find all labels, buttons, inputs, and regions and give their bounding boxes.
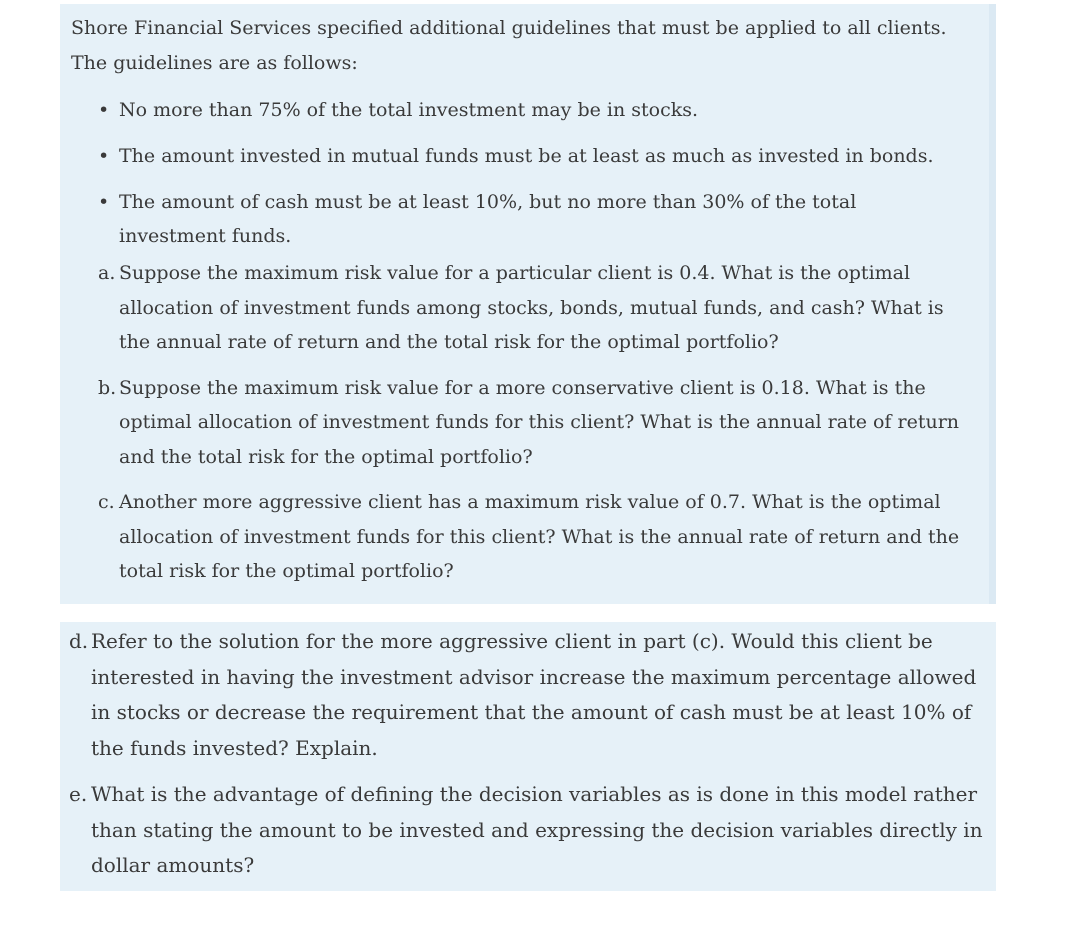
guideline-text: The amount of cash must be at least 10%, but no more than 30% of the total investment funds. bbox=[119, 191, 857, 247]
question-marker: d. bbox=[69, 629, 89, 653]
guideline-item bbox=[98, 185, 938, 253]
question-text: Another more aggressive client has a maximum risk value of 0.7. What is the optimal allocation of investment funds for this client? What is the annual rate of return and the total risk for the optimal portfolio? bbox=[119, 491, 960, 582]
question-a bbox=[98, 256, 966, 360]
guideline-item bbox=[98, 93, 938, 127]
question-text: What is the advantage of defining the decision variables as is done in this model rather than stating the amount to be invested and expressing the decision variables directly in dollar amounts? bbox=[91, 782, 983, 877]
problem-panel-bottom bbox=[60, 622, 996, 891]
question-marker: b. bbox=[98, 376, 117, 399]
guideline-text: No more than 75% of the total investment may be in stocks. bbox=[119, 99, 699, 121]
question-marker: e. bbox=[69, 782, 88, 806]
questions-list-top bbox=[98, 256, 966, 589]
question-b bbox=[98, 371, 966, 475]
guideline-item bbox=[98, 139, 938, 173]
guidelines-list bbox=[98, 93, 938, 253]
question-e bbox=[69, 777, 984, 884]
question-d bbox=[69, 624, 984, 766]
bullet-icon: • bbox=[98, 99, 110, 121]
bullet-icon: • bbox=[98, 145, 110, 167]
bullet-icon: • bbox=[98, 191, 110, 213]
problem-panel-top bbox=[60, 4, 996, 604]
question-text: Suppose the maximum risk value for a particular client is 0.4. What is the optimal allocation of investment funds among stocks, bonds, mutual funds, and cash? What is the annual rate of return and the total risk for the optimal portfolio? bbox=[119, 262, 944, 353]
guideline-text: The amount invested in mutual funds must be at least as much as invested in bonds. bbox=[119, 145, 934, 167]
questions-list-bottom bbox=[69, 624, 984, 884]
question-text: Suppose the maximum risk value for a more conservative client is 0.18. What is the optimal allocation of investment funds for this client? What is the annual rate of return and the total risk for the optimal portfolio? bbox=[119, 376, 960, 468]
question-marker: a. bbox=[98, 262, 116, 284]
question-c bbox=[98, 485, 966, 589]
question-text: Refer to the solution for the more aggressive client in part (c). Would this client be interested in having the investment advisor increase the maximum percentage allowed in stocks or decrease the requirement that the amount of cash must be at least 10% of the funds invested? Explain. bbox=[91, 629, 977, 760]
question-marker: c. bbox=[98, 491, 115, 513]
intro-paragraph: Shore Financial Services specified additional guidelines that must be applied to all clients. The guidelines are as follows: bbox=[71, 17, 947, 74]
